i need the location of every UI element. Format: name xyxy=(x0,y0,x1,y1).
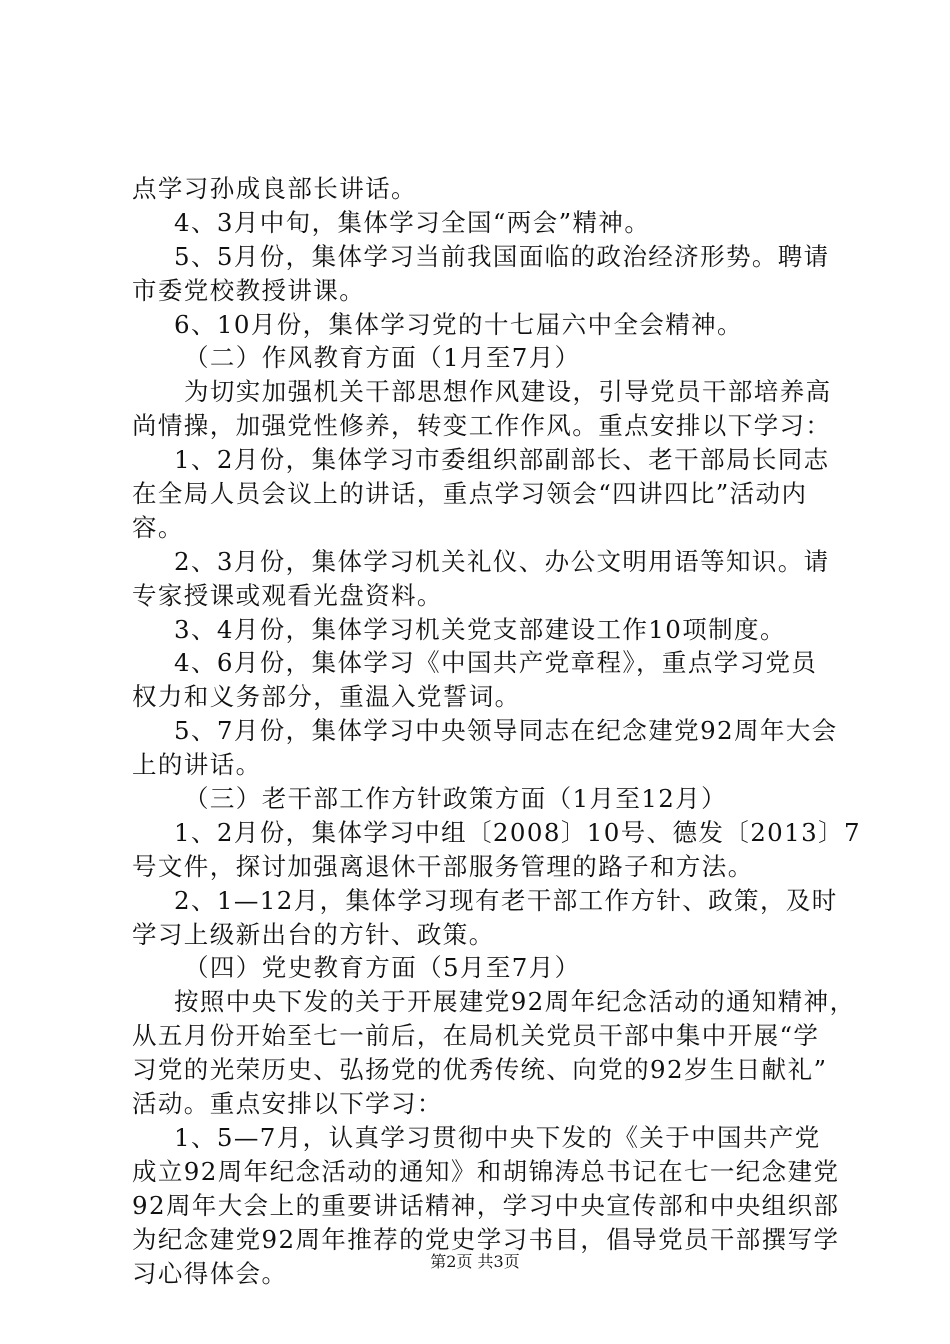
text-line: 在全局人员会议上的讲话，重点学习领会“四讲四比”活动内 xyxy=(132,479,808,509)
page-footer: 第2页 共3页 xyxy=(430,1252,520,1271)
text-line: 1、2月份，集体学习中组〔2008〕10号、德发〔2013〕7 xyxy=(174,817,862,847)
text-line: 学习上级新出台的方针、政策。 xyxy=(132,919,495,949)
text-line: 2、1—12月，集体学习现有老干部工作方针、政策，及时 xyxy=(174,885,838,915)
text-line: 权力和义务部分，重温入党誓词。 xyxy=(132,682,521,712)
text-line: 1、5—7月，认真学习贯彻中央下发的《关于中国共产党 xyxy=(174,1122,821,1152)
text-line: （四）党史教育方面（5月至7月） xyxy=(184,953,581,983)
text-line: 习心得体会。 xyxy=(132,1258,288,1288)
text-line: （二）作风教育方面（1月至7月） xyxy=(184,343,581,373)
text-line: （三）老干部工作方针政策方面（1月至12月） xyxy=(184,784,728,814)
text-line: 3、4月份，集体学习机关党支部建设工作10项制度。 xyxy=(174,614,786,644)
text-line: 成立92周年纪念活动的通知》和胡锦涛总书记在七一纪念建党 xyxy=(132,1156,840,1186)
text-line: 1、2月份，集体学习市委组织部副部长、老干部局长同志 xyxy=(174,445,830,475)
text-line: 5、5月份，集体学习当前我国面临的政治经济形势。聘请 xyxy=(174,241,830,271)
text-line: 4、3月中旬，集体学习全国“两会”精神。 xyxy=(174,207,651,237)
text-line: 5、7月份，集体学习中央领导同志在纪念建党92周年大会 xyxy=(174,716,838,746)
text-line: 号文件，探讨加强离退休干部服务管理的路子和方法。 xyxy=(132,851,754,881)
text-line: 4、6月份，集体学习《中国共产党章程》，重点学习党员 xyxy=(174,648,818,678)
text-line: 上的讲话。 xyxy=(132,750,262,780)
text-line: 尚情操，加强党性修养，转变工作作风。重点安排以下学习： xyxy=(132,411,832,441)
text-line: 习党的光荣历史、弘扬党的优秀传统、向党的92岁生日献礼” xyxy=(132,1055,828,1085)
text-line: 专家授课或观看光盘资料。 xyxy=(132,580,443,610)
text-line: 点学习孙成良部长讲话。 xyxy=(132,174,417,203)
text-line: 容。 xyxy=(132,512,184,542)
document-body xyxy=(132,172,862,1290)
text-line: 为纪念建党92周年推荐的党史学习书目，倡导党员干部撰写学 xyxy=(132,1224,840,1254)
text-line: 从五月份开始至七一前后，在局机关党员干部中集中开展“学 xyxy=(132,1021,820,1051)
text-line: 6、10月份，集体学习党的十七届六中全会精神。 xyxy=(174,309,743,339)
text-line: 为切实加强机关干部思想作风建设，引导党员干部培养高 xyxy=(184,377,832,407)
text-line: 2、3月份，集体学习机关礼仪、办公文明用语等知识。请 xyxy=(174,546,830,576)
text-line: 92周年大会上的重要讲话精神，学习中央宣传部和中央组织部 xyxy=(132,1190,840,1220)
text-line: 活动。重点安排以下学习： xyxy=(132,1089,443,1119)
text-line: 按照中央下发的关于开展建党92周年纪念活动的通知精神， xyxy=(174,987,856,1017)
text-line: 市委党校教授讲课。 xyxy=(132,275,366,305)
